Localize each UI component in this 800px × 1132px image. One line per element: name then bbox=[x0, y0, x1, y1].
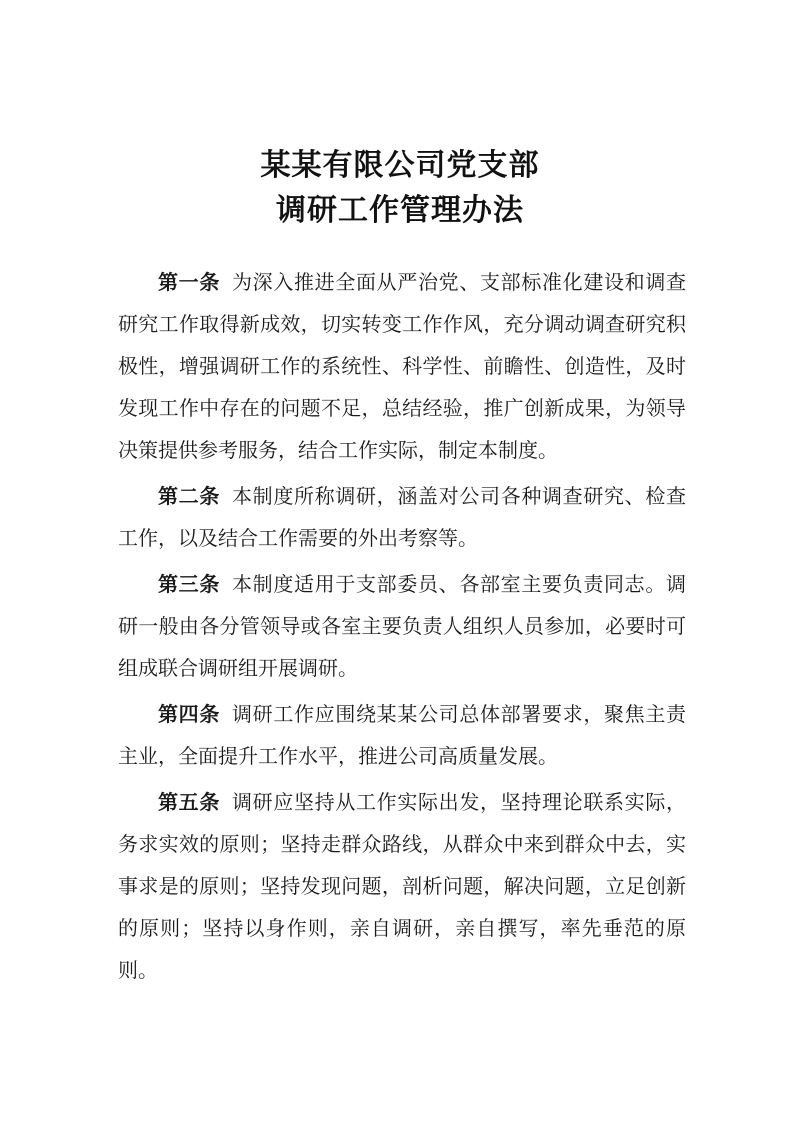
article-number: 第二条 bbox=[158, 484, 220, 508]
document-title-line-1: 某某有限公司党支部 bbox=[260, 148, 540, 183]
article-4 bbox=[118, 693, 686, 777]
article-5 bbox=[118, 781, 686, 991]
article-text: 为深入推进全面从严治党、支部标准化建设和调查研究工作取得新成效，切实转变工作作风，充分调动调查研究积极性，增强调研工作的系统性、科学性、前瞻性、创造性，及时发现工作中存在的问题不足，总结经验，推广创新成果，为领导决策提供参考服务，结合工作实际，制定本制度。 bbox=[118, 270, 686, 462]
document-title-line-2: 调研工作管理办法 bbox=[276, 193, 524, 228]
article-2 bbox=[118, 475, 686, 559]
article-text: 调研应坚持从工作实际出发，坚持理论联系实际，务求实效的原则；坚持走群众路线，从群众中来到群众中去，实事求是的原则；坚持发现问题，剖析问题，解决问题，立足创新的原则；坚持以身作则，亲自调研，亲自撰写，率先垂范的原则。 bbox=[118, 790, 686, 982]
document-body bbox=[118, 261, 686, 995]
article-text: 本制度所称调研，涵盖对公司各种调查研究、检查工作，以及结合工作需要的外出考察等。 bbox=[118, 484, 686, 550]
article-number: 第四条 bbox=[158, 702, 220, 726]
article-number: 第五条 bbox=[158, 790, 220, 814]
article-number: 第一条 bbox=[158, 270, 220, 294]
article-1 bbox=[118, 261, 686, 471]
article-text: 调研工作应围绕某某公司总体部署要求，聚焦主责主业，全面提升工作水平，推进公司高质量发展。 bbox=[118, 702, 686, 768]
article-number: 第三条 bbox=[158, 572, 220, 596]
article-3 bbox=[118, 563, 686, 689]
article-text: 本制度适用于支部委员、各部室主要负责同志。调研一般由各分管领导或各室主要负责人组织人员参加，必要时可组成联合调研组开展调研。 bbox=[118, 572, 686, 680]
